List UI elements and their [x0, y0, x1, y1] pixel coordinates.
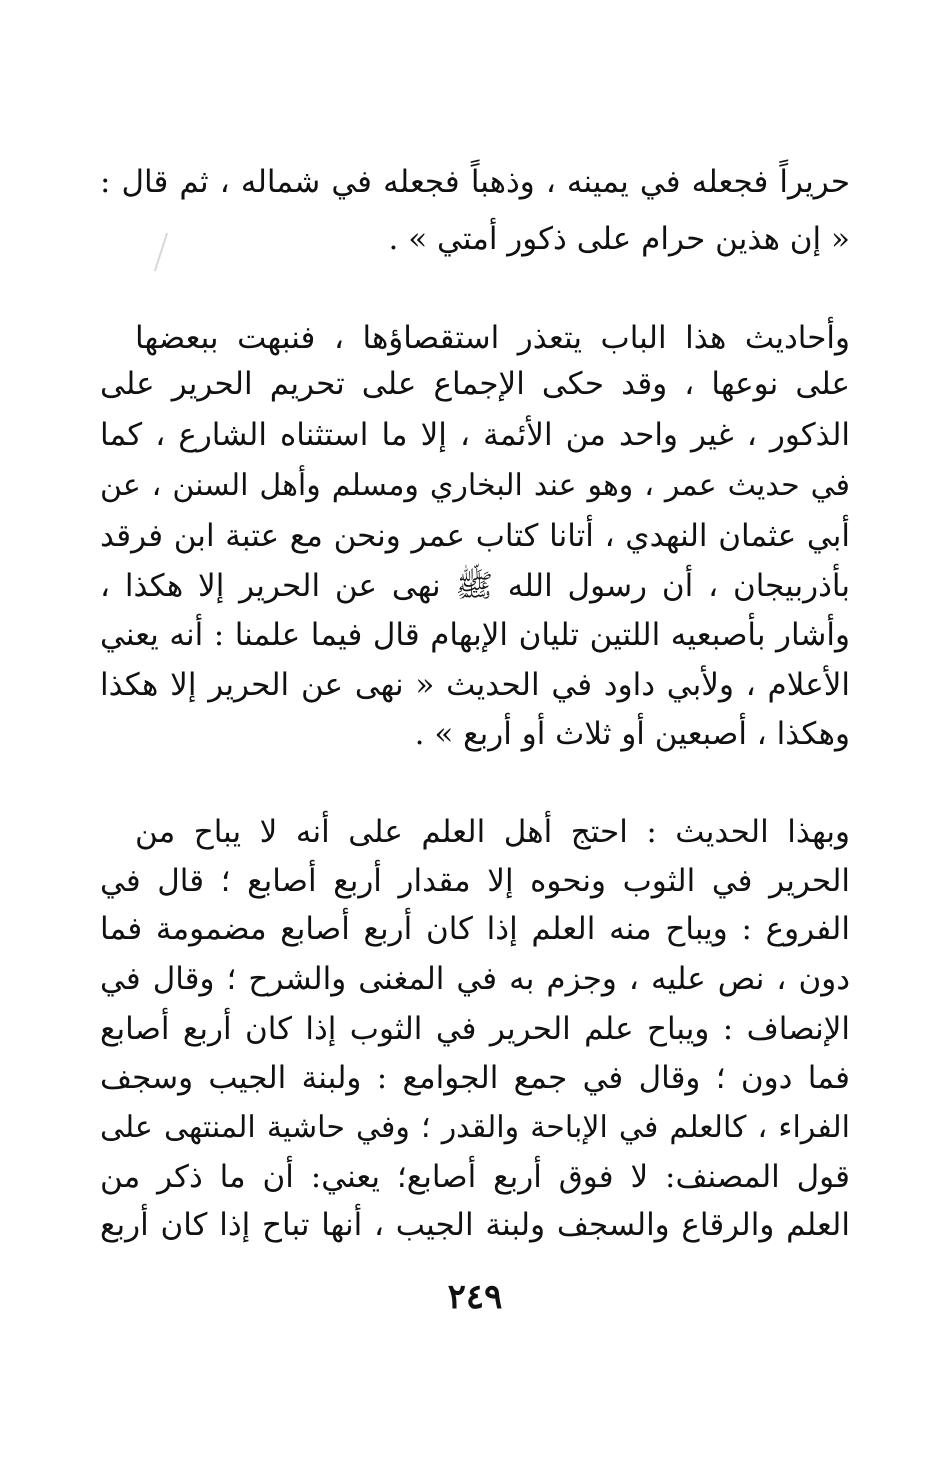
text-line: الفراء ، كالعلم في الإباحة والقدر ؛ وفي حاشية المنتهى على	[100, 1110, 850, 1145]
text-line: قول المصنف: لا فوق أربع أصابع؛ يعني: أن ما ذكر من	[100, 1159, 850, 1195]
text-line: دون ، نص عليه ، وجزم به في المغنى والشرح ؛ وقال في	[100, 961, 850, 997]
text-line: الأعلام ، ولأبي داود في الحديث « نهى عن الحرير إلا هكذا	[100, 667, 850, 703]
text-line: وهكذا ، أصبعين أو ثلاث أو أربع » .	[414, 716, 850, 752]
text-line: الفروع : ويباح منه العلم إذا كان أربع أصابع مضمومة فما	[100, 911, 850, 947]
text-line: الإنصاف : ويباح علم الحرير في الثوب إذا كان أربع أصابع	[100, 1011, 850, 1047]
text-line: بأذربيجان ، أن رسول الله ﷺ نهى عن الحرير إلا هكذا ،	[100, 568, 850, 604]
text-line: وأشار بأصبعيه اللتين تليان الإبهام قال فيما علمنا : أنه يعني	[100, 617, 850, 653]
text-line: أبي عثمان النهدي ، أتانا كتاب عمر ونحن مع عتبة ابن فرقد	[100, 518, 850, 554]
text-line: حريراً فجعله في يمينه ، وذهباً فجعله في شماله ، ثم قال :	[100, 164, 850, 200]
text-line: العلم والرقاع والسجف ولبنة الجيب ، أنها تباح إذا كان أربع	[100, 1207, 850, 1243]
text-line: وبهذا الحديث : احتج أهل العلم على أنه لا يباح من	[135, 814, 850, 850]
page-number: ٢٤٩	[447, 1277, 503, 1317]
text-line: فما دون ؛ وقال في جمع الجوامع : ولبنة الجيب وسجف	[100, 1060, 850, 1096]
text-line: في حديث عمر ، وهو عند البخاري ومسلم وأهل السنن ، عن	[100, 468, 850, 503]
text-line: وأحاديث هذا الباب يتعذر استقصاؤها ، فنبهت ببعضها	[135, 320, 850, 356]
text-line: الحرير في الثوب ونحوه إلا مقدار أربع أصابع ؛ قال في	[100, 863, 850, 899]
text-line: « إن هذين حرام على ذكور أمتي » .	[388, 221, 850, 257]
text-line: على نوعها ، وقد حكى الإجماع على تحريم الحرير على	[100, 366, 850, 402]
text-line: الذكور ، غير واحد من الأئمة ، إلا ما استثناه الشارع ، كما	[100, 417, 850, 453]
